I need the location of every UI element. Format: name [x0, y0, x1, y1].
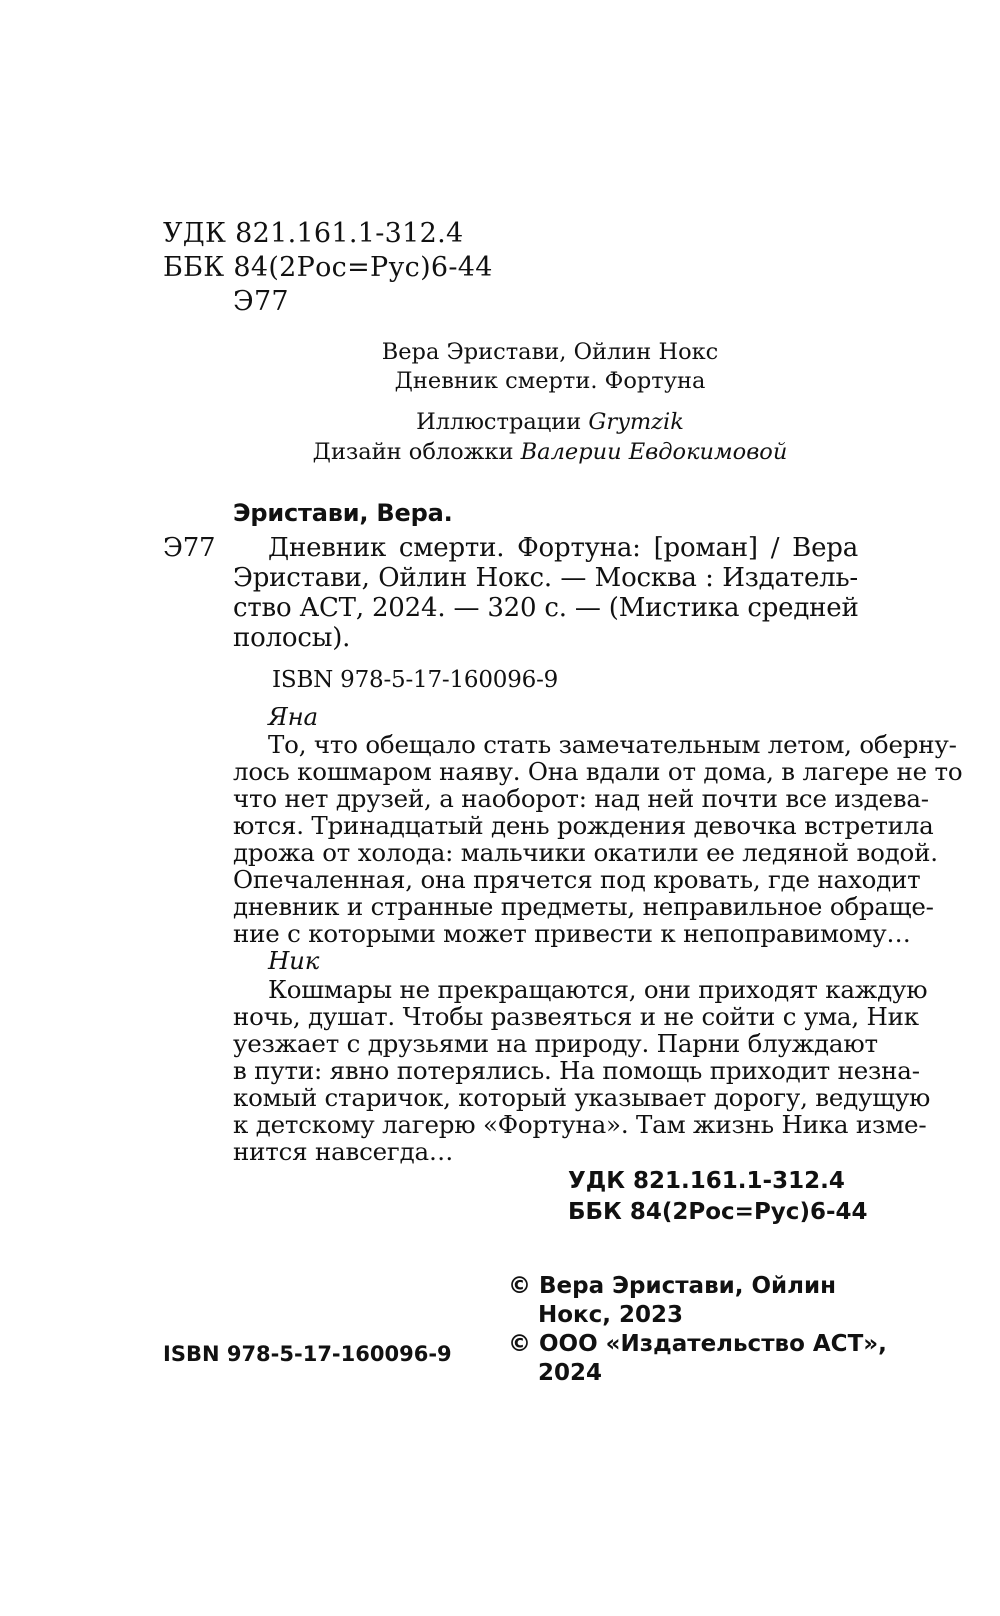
illustrations-label: Иллюстрации — [416, 409, 589, 435]
bbk-code: ББК 84(2Рос=Рус)6-44 — [163, 252, 493, 283]
bib-isbn: ISBN 978-5-17-160096-9 — [272, 667, 559, 693]
cover-label: Дизайн обложки — [312, 439, 521, 465]
footer-isbn: ISBN 978-5-17-160096-9 — [163, 1342, 452, 1366]
credits-illustrations — [200, 409, 900, 435]
footer-udk: УДК 821.161.1-312.4 — [568, 1168, 845, 1194]
copyright-line-4: 2024 — [538, 1360, 603, 1386]
credits-cover — [200, 439, 900, 465]
annotation-yana-line-6: Опечаленная, она прячется под кровать, где находит — [233, 865, 921, 894]
annotation-yana-line-5: дрожа от холода: мальчики окатили ее ледяной водой. — [233, 838, 938, 867]
author-mark: Э77 — [233, 286, 289, 317]
annotation-nik-line-4: в пути: явно потерялись. На помощь приходит незна- — [233, 1056, 920, 1085]
annotation-nik-line-6: к детскому лагерю «Фортуна». Там жизнь Ника изме- — [233, 1110, 927, 1139]
annotation-nik-line-3: уезжает с друзьями на природу. Парни блуждают — [233, 1029, 878, 1058]
annotation-yana-line-4: ются. Тринадцатый день рождения девочка встретила — [233, 811, 934, 840]
udk-code: УДК 821.161.1-312.4 — [163, 218, 464, 249]
annotation-yana-line-1: То, что обещало стать замечательным летом, оберну- — [268, 730, 957, 759]
annotation-nik-line-7: нится навсегда… — [233, 1137, 454, 1166]
copyright-line-3: © ООО «Издательство АСТ», — [508, 1331, 887, 1357]
annotation-yana-line-2: лось кошмаром наяву. Она вдали от дома, в лагере не то — [233, 757, 963, 786]
annotation-nik-line-2: ночь, душат. Чтобы развеяться и не сойти с ума, Ник — [233, 1002, 919, 1031]
bib-line-2: Эристави, Ойлин Нокс. — Москва : Издатель- — [233, 563, 858, 593]
copyright-line-1: © Вера Эристави, Ойлин — [508, 1273, 837, 1299]
cover-designer-name: Валерии Евдокимовой — [520, 439, 788, 465]
copyright-line-2: Нокс, 2023 — [538, 1302, 684, 1328]
credits-title: Дневник смерти. Фортуна — [394, 368, 706, 394]
annotation-yana-label: Яна — [268, 702, 318, 731]
bib-line-3: ство АСТ, 2024. — 320 с. — (Мистика средней — [233, 593, 859, 623]
bib-heading: Эристави, Вера. — [233, 499, 453, 527]
illustrator-name: Grymzik — [588, 409, 684, 435]
annotation-yana-line-3: что нет друзей, а наоборот: над ней почти все издева- — [233, 784, 929, 813]
bib-line-1: Дневник смерти. Фортуна: [роман] / Вера — [268, 533, 858, 563]
bib-mark: Э77 — [163, 533, 216, 563]
annotation-nik-line-5: комый старичок, который указывает дорогу, ведущую — [233, 1083, 931, 1112]
annotation-nik-label: Ник — [268, 946, 320, 975]
credits-authors: Вера Эристави, Ойлин Нокс — [381, 339, 719, 365]
annotation-yana-line-8: ние с которыми может привести к непоправимому… — [233, 919, 911, 948]
annotation-yana-line-7: дневник и странные предметы, неправильное обраще- — [233, 892, 934, 921]
annotation-nik-line-1: Кошмары не прекращаются, они приходят каждую — [268, 975, 928, 1004]
bib-line-4: полосы). — [233, 623, 351, 653]
footer-bbk: ББК 84(2Рос=Рус)6-44 — [568, 1199, 868, 1225]
